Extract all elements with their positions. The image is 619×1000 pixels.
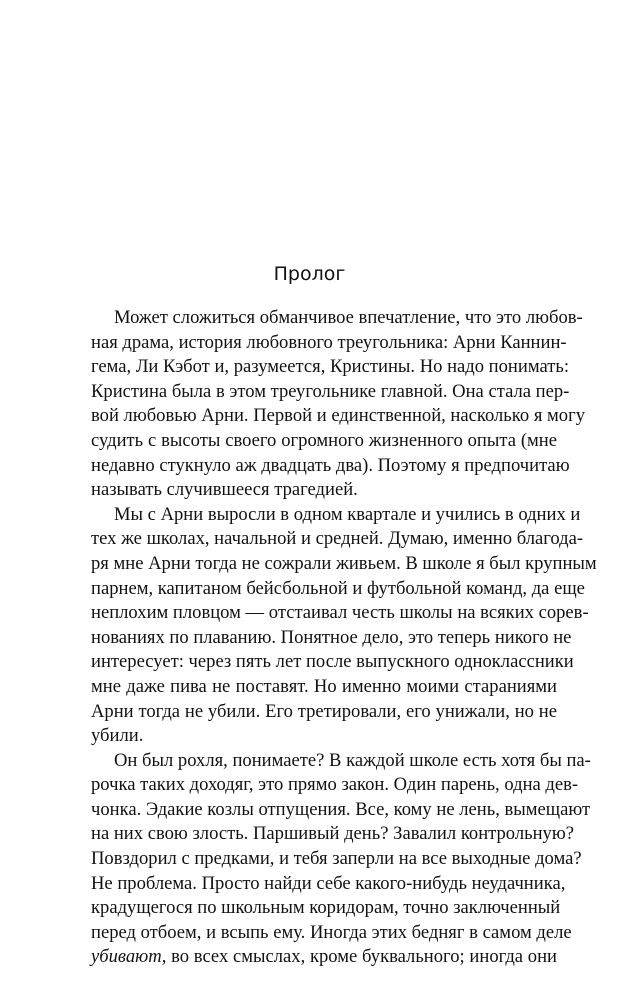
text-line: нованиях по плаванию. Понятное дело, это теперь никого не bbox=[91, 626, 572, 648]
text-line: интересует: через пять лет после выпускного одноклассники bbox=[91, 651, 574, 673]
text-line: судить с высоты своего огромного жизненного опыта (мне bbox=[91, 429, 557, 451]
text-line: убили. bbox=[91, 725, 144, 747]
text-line: неплохим пловцом — отстаивал честь школы на всяких сорев- bbox=[91, 602, 589, 624]
text-line: гема, Ли Кэбот и, разумеется, Кристины. Но надо понимать: bbox=[91, 356, 570, 378]
text-line: Может сложиться обманчивое впечатление, что это любов- bbox=[114, 307, 583, 328]
text-line: Он был рохля, понимаете? В каждой школе есть хотя бы па- bbox=[114, 749, 591, 771]
text-line: парнем, капитаном бейсбольной и футбольной команд, да еще bbox=[91, 577, 585, 599]
text-line: вой любовью Арни. Первой и единственной, насколько я могу bbox=[91, 405, 586, 427]
text-line: крадущегося по школьным коридорам, точно заключенный bbox=[91, 897, 561, 919]
prologue-text bbox=[91, 306, 597, 970]
text-line: Кристина была в этом треугольнике главной. Она стала пер- bbox=[91, 380, 570, 402]
text-line: рочка таких доходяг, это прямо закон. Один парень, одна дев- bbox=[91, 774, 579, 796]
emphasis-word: убивают bbox=[91, 946, 162, 968]
text-line: убивают, во всех смыслах, кроме буквального; иногда они bbox=[91, 946, 557, 968]
text-line: перед отбоем, и всыпь ему. Иногда этих бедняг в самом деле bbox=[91, 921, 572, 943]
text-line: ря мне Арни тогда не сожрали живьем. В школе я был крупным bbox=[91, 552, 597, 574]
text-line: чонка. Эдакие козлы отпущения. Все, кому не лень, вымещают bbox=[91, 798, 591, 820]
text-line: Мы с Арни выросли в одном квартале и учились в одних и bbox=[114, 503, 581, 525]
text-line: Повздорил с предками, и тебя заперли на все выходные дома? bbox=[91, 848, 582, 870]
text-line: ная драма, история любовного треугольника: Арни Каннин- bbox=[91, 331, 567, 353]
chapter-title: Пролог bbox=[273, 263, 346, 285]
text-line: на них свою злость. Паршивый день? Завалил контрольную? bbox=[91, 823, 575, 845]
text-line: называть случившееся трагедией. bbox=[91, 479, 358, 501]
text-line: Арни тогда не убили. Его третировали, его унижали, но не bbox=[91, 700, 557, 722]
text-line: тех же школах, начальной и средней. Думаю, именно благода- bbox=[91, 528, 584, 550]
text-line: мне даже пива не поставят. Но именно моими стараниями bbox=[91, 675, 557, 697]
text-line: недавно стукнуло аж двадцать два). Поэтому я предпочитаю bbox=[91, 454, 570, 476]
text-line: Не проблема. Просто найди себе какого-нибудь неудачника, bbox=[91, 872, 566, 894]
